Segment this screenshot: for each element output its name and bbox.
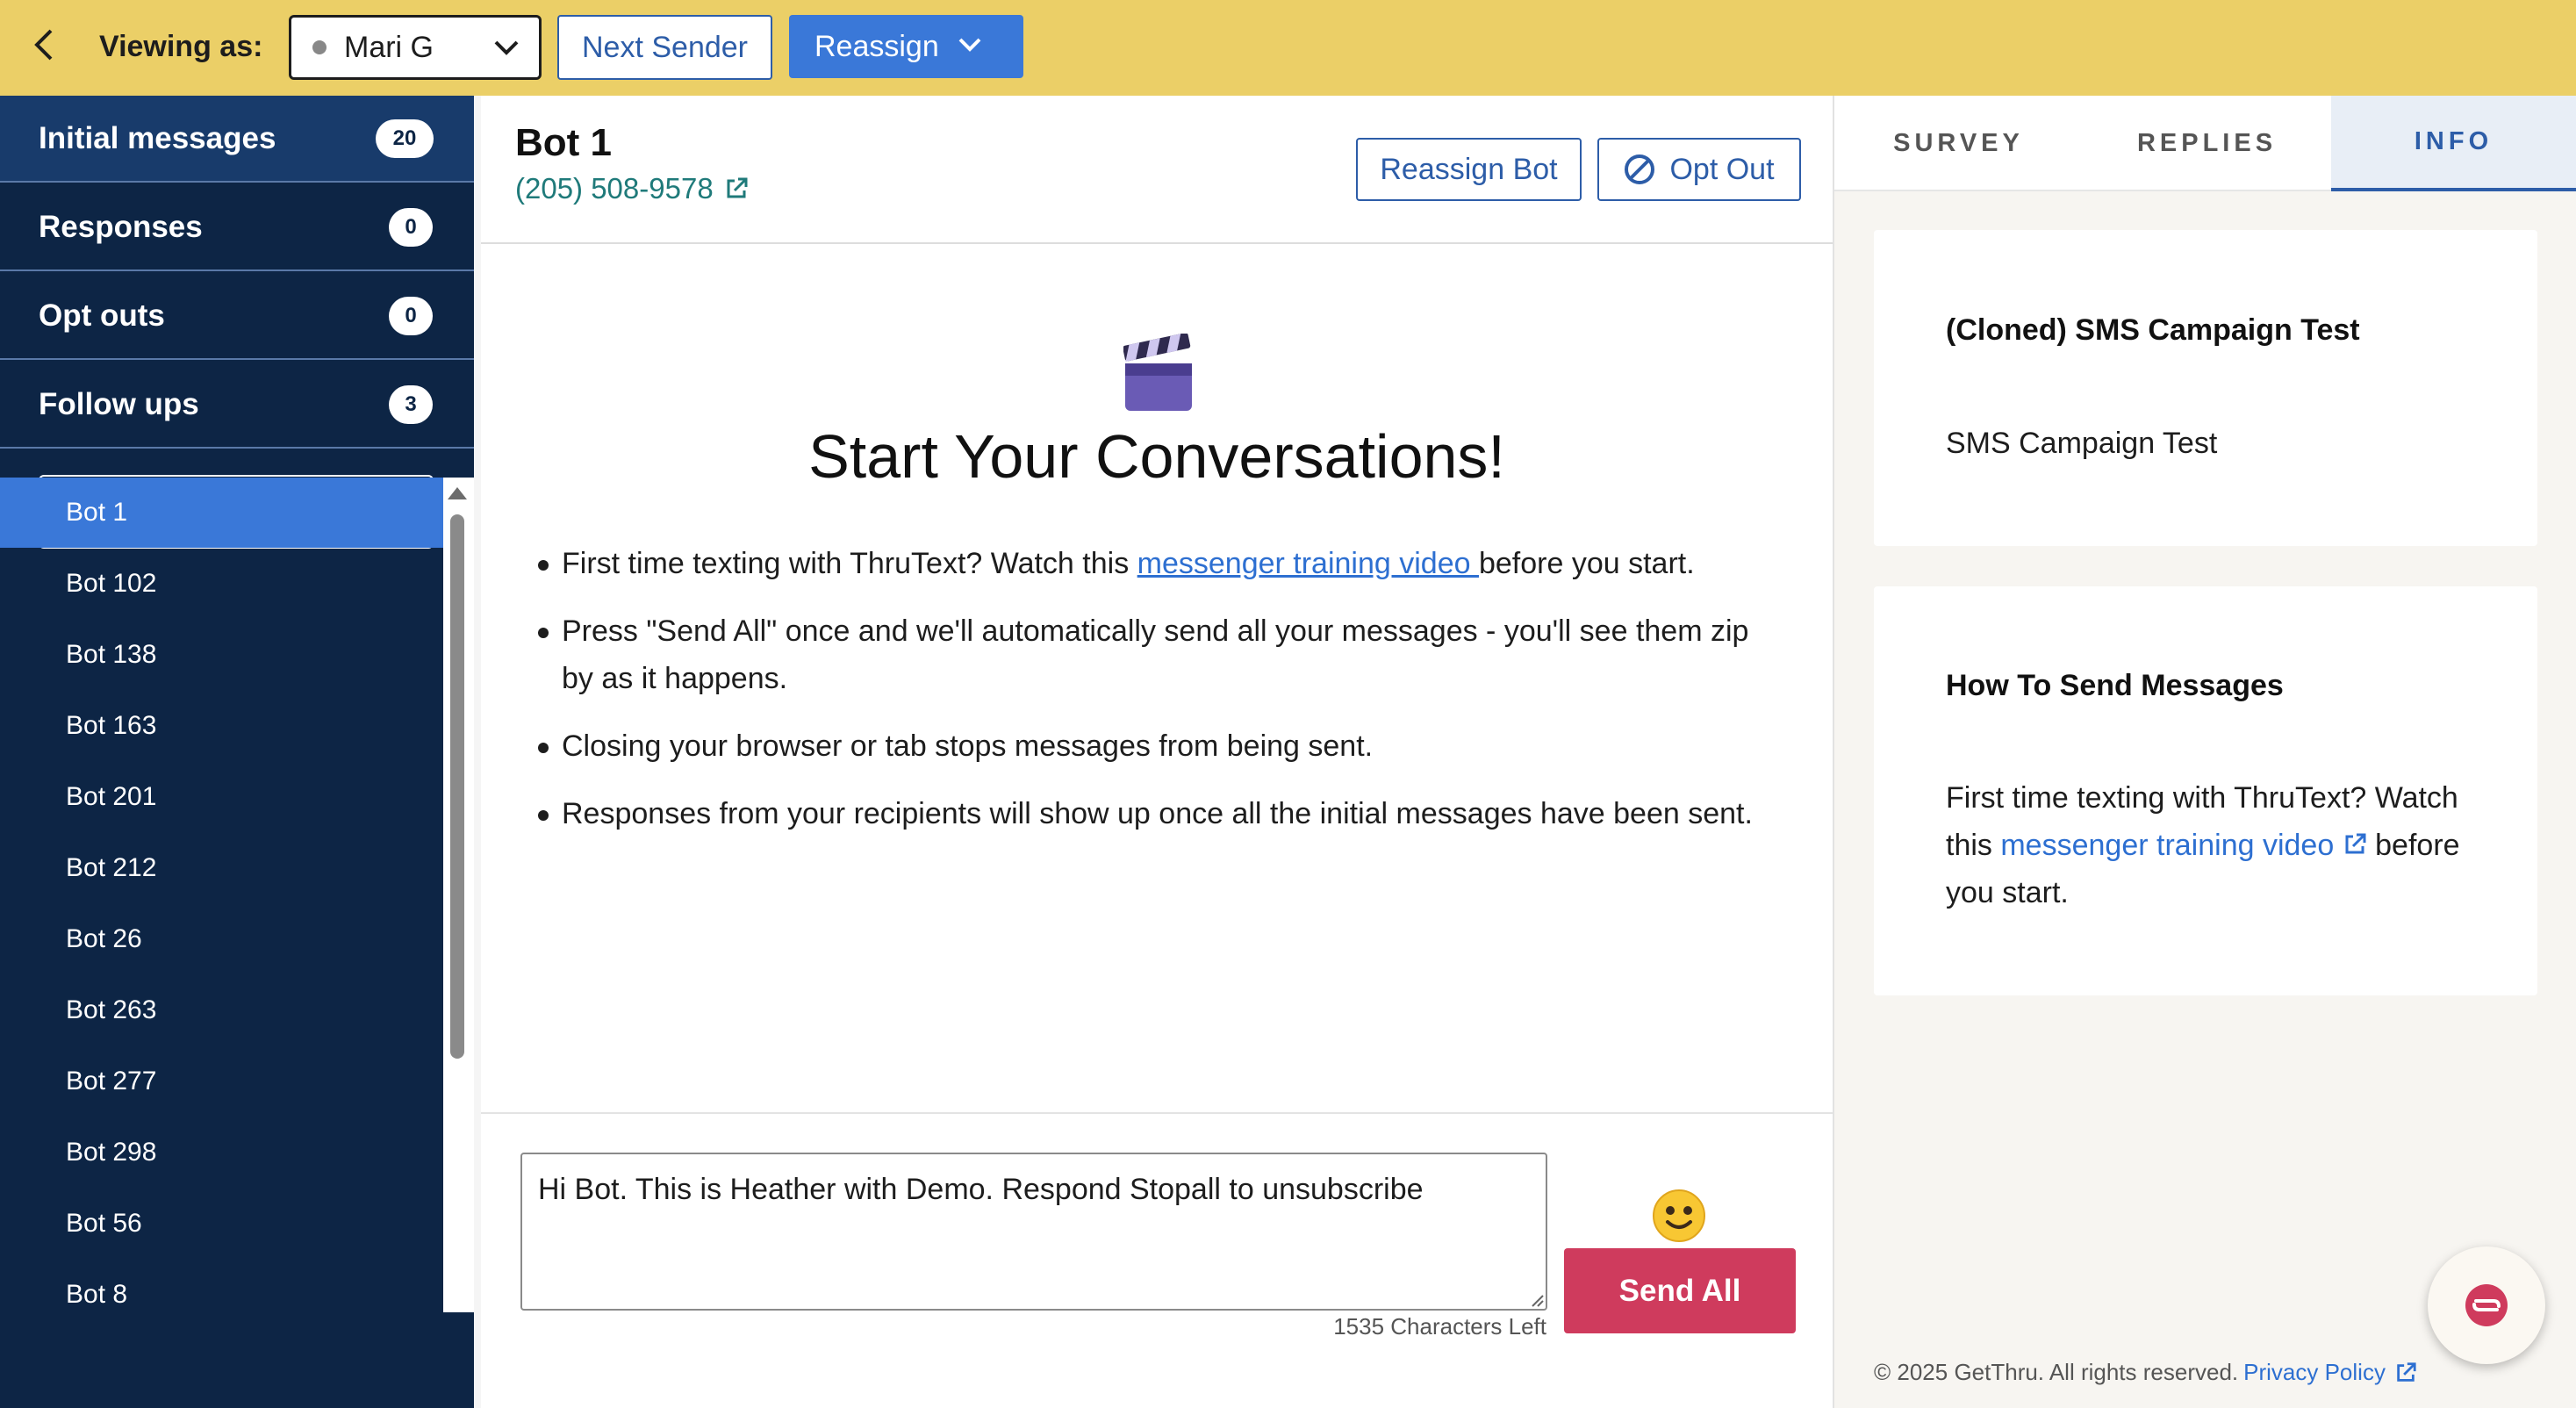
bot-list-item[interactable]: Bot 212 bbox=[0, 833, 443, 903]
bot-list-item[interactable]: Bot 138 bbox=[0, 620, 443, 690]
bot-list-item[interactable]: Bot 201 bbox=[0, 762, 443, 832]
how-to-line: you start. bbox=[1946, 876, 2069, 909]
how-to-text bbox=[1946, 774, 2508, 916]
tip-text: First time texting with ThruText? Watch this bbox=[562, 547, 1137, 580]
contact-name: Bot 1 bbox=[515, 121, 612, 164]
status-dot-icon bbox=[312, 40, 326, 54]
nav-follow-ups[interactable] bbox=[0, 362, 474, 449]
count-badge: 20 bbox=[376, 119, 434, 158]
bot-list-item[interactable]: Bot 298 bbox=[0, 1117, 443, 1188]
start-conversations-title: Start Your Conversations! bbox=[808, 422, 1505, 491]
nav-label: Responses bbox=[39, 209, 203, 244]
message-textarea[interactable] bbox=[520, 1153, 1547, 1311]
tip-item: Press "Send All" once and we'll automatically send all your messages - you'll see them zip by as it happens. bbox=[562, 607, 1755, 702]
privacy-policy-link[interactable] bbox=[2243, 1359, 2417, 1386]
bot-list-item[interactable]: Bot 1 bbox=[0, 478, 443, 548]
external-link-icon bbox=[2343, 832, 2367, 857]
clapper-board-icon bbox=[1123, 334, 1195, 414]
tab-info[interactable]: INFO bbox=[2331, 96, 2576, 191]
how-to-line-start: this bbox=[1946, 829, 2001, 862]
main-left-border bbox=[474, 96, 481, 1408]
sender-select[interactable] bbox=[289, 15, 542, 80]
help-chat-icon bbox=[2464, 1282, 2509, 1328]
nav-responses[interactable] bbox=[0, 184, 474, 271]
external-link-icon bbox=[724, 176, 749, 201]
top-bar bbox=[0, 0, 2576, 96]
tips-list bbox=[562, 540, 1755, 858]
campaign-description: SMS Campaign Test bbox=[1946, 427, 2218, 460]
resize-grip-icon[interactable] bbox=[1529, 1292, 1545, 1308]
scroll-up-arrow-icon[interactable] bbox=[448, 487, 467, 499]
smiley-emoji-icon[interactable] bbox=[1652, 1189, 1706, 1243]
how-to-title: How To Send Messages bbox=[1946, 669, 2284, 702]
campaign-title: (Cloned) SMS Campaign Test bbox=[1946, 313, 2360, 347]
bot-list-item[interactable]: Bot 8 bbox=[0, 1260, 443, 1312]
privacy-policy-label: Privacy Policy bbox=[2243, 1359, 2386, 1385]
tip-item: Responses from your recipients will show up once all the initial messages have been sent. bbox=[562, 790, 1755, 837]
scrollbar-thumb[interactable] bbox=[450, 514, 464, 1059]
right-panel-tabs bbox=[1834, 96, 2576, 191]
block-icon bbox=[1624, 154, 1655, 185]
how-to-card bbox=[1874, 586, 2537, 995]
copyright-text: © 2025 GetThru. All rights reserved. bbox=[1874, 1359, 2239, 1385]
nav-label: Follow ups bbox=[39, 386, 199, 421]
back-button[interactable] bbox=[26, 23, 61, 67]
tab-replies[interactable]: REPLIES bbox=[2136, 129, 2278, 157]
how-to-line: First time texting with ThruText? Watch bbox=[1946, 781, 2458, 815]
how-to-line bbox=[1946, 822, 2508, 869]
how-to-training-video-link[interactable] bbox=[2000, 829, 2366, 862]
phone-number: (205) 508-9578 bbox=[515, 172, 714, 205]
viewing-as-label: Viewing as: bbox=[99, 30, 263, 63]
composer-divider bbox=[481, 1112, 1833, 1114]
characters-left: 1535 Characters Left bbox=[1333, 1313, 1546, 1340]
training-video-link[interactable]: messenger training video bbox=[1137, 547, 1479, 580]
reassign-button[interactable] bbox=[789, 15, 1023, 78]
bot-list-item[interactable]: Bot 277 bbox=[0, 1046, 443, 1117]
bot-list-item[interactable]: Bot 163 bbox=[0, 691, 443, 761]
help-chat-button[interactable] bbox=[2428, 1246, 2545, 1364]
reassign-label: Reassign bbox=[814, 29, 939, 63]
count-badge: 0 bbox=[389, 297, 433, 335]
opt-out-button[interactable] bbox=[1597, 138, 1801, 201]
chevron-down-icon bbox=[493, 39, 520, 56]
chevron-down-icon bbox=[957, 36, 983, 54]
count-badge: 3 bbox=[389, 385, 433, 424]
reassign-bot-button[interactable]: Reassign Bot bbox=[1356, 138, 1582, 201]
tip-item bbox=[562, 540, 1755, 587]
nav-opt-outs[interactable] bbox=[0, 273, 474, 360]
sender-name: Mari G bbox=[344, 30, 434, 64]
bot-list-item[interactable]: Bot 263 bbox=[0, 975, 443, 1045]
external-link-icon bbox=[2394, 1361, 2417, 1384]
bot-list-item[interactable]: Bot 26 bbox=[0, 904, 443, 974]
tip-item: Closing your browser or tab stops messages from being sent. bbox=[562, 722, 1755, 770]
bot-list bbox=[0, 478, 443, 1312]
contact-phone-link[interactable] bbox=[515, 172, 749, 205]
how-to-training-video-label: messenger training video bbox=[2000, 829, 2335, 862]
send-all-button[interactable]: Send All bbox=[1564, 1248, 1796, 1333]
tab-survey[interactable]: SURVEY bbox=[1893, 129, 2024, 157]
opt-out-label: Opt Out bbox=[1669, 152, 1775, 186]
next-sender-button[interactable]: Next Sender bbox=[557, 15, 772, 80]
nav-initial-messages[interactable] bbox=[0, 96, 474, 183]
nav-label: Opt outs bbox=[39, 298, 165, 333]
nav-label: Initial messages bbox=[39, 120, 276, 155]
how-to-line-end: before bbox=[2366, 829, 2460, 862]
campaign-card bbox=[1874, 230, 2537, 546]
header-divider bbox=[481, 242, 1833, 244]
back-arrow-icon bbox=[33, 28, 54, 61]
count-badge: 0 bbox=[389, 208, 433, 247]
bot-list-item[interactable]: Bot 102 bbox=[0, 549, 443, 619]
tip-text: before you start. bbox=[1478, 547, 1695, 580]
footer bbox=[1874, 1359, 2417, 1386]
bot-list-item[interactable]: Bot 56 bbox=[0, 1189, 443, 1259]
